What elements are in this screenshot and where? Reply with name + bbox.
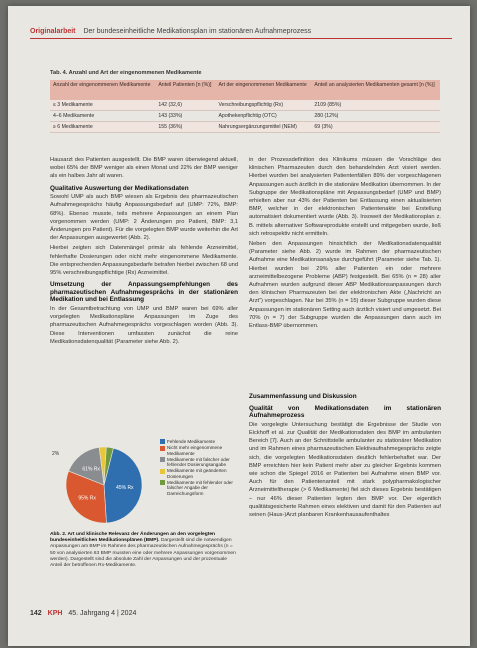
table-cell: 4–6 Medikamente bbox=[50, 111, 155, 122]
legend-swatch bbox=[160, 457, 165, 462]
article-topic: Der bundeseinheitliche Medikationsplan im stationären Aufnahmeprozess bbox=[83, 28, 312, 35]
slice-label: 95% Rx bbox=[78, 495, 96, 502]
paragraph: Neben den Anpassungen hinsichtlich der Medikationsdatenqualität (Parameter siehe Abb. 2) wurde im Rahmen der pharmazeutischen Aufnahme eine Medikationsanalyse durchgeführt (Parameter siehe Tab. 1). Hierbei wurden bei 29% aller Patienten ein oder mehrere arzneimittelbezogene Probleme (ABP) festgestellt. Bei 65% (n = 28) aller Aufnahmen wurden aufgrund dieser ABP Medikationsanpassungen durch den klinischen Pharmazeuten bei der elektronischen Akte („Nachricht an Arzt“) vorgeschlagen. Nur bei 35% (n = 15) dieser Subgruppe wurden diese Anpassungen im stationären Setting auch ärztlich visiert und umgesetzt. Bei 70% (n = 7) der Subgruppe wurden die Anpassungen dann auch im Entlass-BMP übernommen. bbox=[249, 241, 441, 330]
page-number: 142 bbox=[30, 610, 42, 617]
table-cell: 280 (12%) bbox=[311, 111, 440, 122]
table-row bbox=[50, 100, 440, 111]
legend-item bbox=[160, 480, 240, 496]
legend-label: Medikamente mit falscher oder fehlender Dosierungsangabe bbox=[167, 456, 230, 468]
legend-item bbox=[160, 457, 240, 468]
legend-label: Medikamente mit geänderten Dosierungen bbox=[167, 468, 227, 479]
paragraph: Hausarzt des Patienten ausgestellt. Die BMP waren überwiegend aktuell, wobei 65% der BMP weniger als einen Monat und 22% der BMP weniger als ein halbes Jahr alt waren. bbox=[50, 157, 238, 180]
table-cell: Nahrungsergänzungsmittel (NEM) bbox=[215, 122, 311, 133]
section-heading: Zusammenfassung und Diskussion bbox=[249, 393, 357, 400]
table-cell: ≥ 6 Medikamente bbox=[50, 122, 155, 133]
figure-caption-title: Abb. 2. Art und klinische Relevanz der Änderungen an den vorgelegten bundeseinheitlichen Medikationsplänen (BMP). bbox=[50, 532, 216, 544]
table-cell: Apothekenpflichtig (OTC) bbox=[215, 111, 311, 122]
pie-chart bbox=[50, 439, 158, 529]
journal-volume: 45. Jahrgang 4 | 2024 bbox=[68, 610, 137, 617]
table-header-cell: Art der eingenommenen Medikamente bbox=[215, 80, 311, 100]
legend-label: Medikamente mit fehlender oder falscher Angabe der Darreichungsform bbox=[167, 480, 233, 496]
table-cell: ≤ 3 Medikamente bbox=[50, 100, 155, 111]
table-header-cell: Anteil Patienten [n (%)] bbox=[155, 80, 215, 100]
table-cell: 2109 (85%) bbox=[311, 100, 440, 111]
slice-label: 61% Rx bbox=[82, 466, 100, 473]
legend-item bbox=[160, 468, 240, 479]
table-row bbox=[50, 111, 440, 122]
slice-label: 45% Rx bbox=[116, 484, 134, 491]
table-caption: Tab. 4. Anzahl und Art der eingenommenen Medikamente bbox=[50, 70, 202, 76]
medication-table bbox=[50, 80, 440, 133]
legend-swatch bbox=[160, 480, 165, 485]
legend-swatch bbox=[160, 439, 165, 444]
left-column bbox=[50, 156, 238, 348]
small-slice-label: 2% bbox=[52, 451, 60, 457]
paragraph: Die vorgelegte Untersuchung bestätigt die Ergebnisse der Studie von Eickhoff et al. zur Qualität der Medikationsdaten des BMP im ambulanten Bereich [7]. Auch an der Schnittstelle ambulanter zu stationärer Medikation und im Rahmen eines pharmazeutischen Elektivaufnahmegesprächs zeigte sich, die vorgelegten Medikationsdaten deutlich fehlerbehaftet war. Der BMP erreichten hier kein Patient mehr aber zu gleicher Ergebnis kommen wie schon die Spiegel 2016 er Patienten bei Aufnahme einen BMP vor. Auch für den Patientenanteil mit stark polypharmakologischer Arzneimitteltherapie (> 6 Medikamente) fiel sich dieses Ergebnis bestätigen – nur 46% dieser Patienten legten den BMP vor. Der eigentlich qualitätsgesicherte Rahmen eines elektiven und damit für den Patienten auf seinen (Haus-)Arzt planbaren Krankenhausaufenthaltes bbox=[249, 421, 441, 519]
table-header-cell: Anzahl der eingenommenen Medikamente bbox=[50, 80, 155, 100]
table-header-row bbox=[50, 80, 440, 100]
table-cell: 143 (33%) bbox=[155, 111, 215, 122]
section-heading: Umsetzung der Anpassungsempfehlungen des pharmazeutischen Aufnahmegesprächs in der stationären Medikation und bei Entlassung bbox=[50, 281, 238, 304]
table-header-cell: Anteil an analysierten Medikamenten gesamt [n (%)] bbox=[311, 80, 440, 100]
section-heading: Qualitative Auswertung der Medikationsdaten bbox=[50, 184, 189, 192]
table-cell: 142 (32,6) bbox=[155, 100, 215, 111]
page-footer bbox=[30, 610, 136, 617]
paragraph: Hierbei zeigten sich Datenmängel primär als fehlende Arzneimittel, fehlerhafte Dosierungen oder nicht mehr eingenommene Medikamente. Die entsprechenden Anpassungsbedarfe betrafen hierbei zwischen 68 und 95% verschreibungspflichtige (Rx) Arzneimittel. bbox=[50, 245, 238, 277]
journal-name: KPH bbox=[47, 610, 63, 617]
pie-chart-figure bbox=[50, 439, 240, 529]
subsection-heading: Qualität von Medikationsdaten im stationären Aufnahmeprozess bbox=[249, 404, 441, 420]
paragraph: Sowohl UMP als auch BMP wiesen als Ergebnis des pharmazeutischen Aufnahmegesprächs häufig Anpassungsbedarf auf (UMP: 72%, BMP: 68%). Ebenso musste, teils mehrere Anpassungen an einem Plan vorgenommen werden (UMP: 2 Änderungen pro Patient, BMP: 3,1 Änderungen pro Patient). Für die vorgelegten BMP wurde weiterhin die Art der Anpassungen ausgewertet (Abb. 2). bbox=[50, 194, 238, 242]
paragraph: in der Prozessdefinition des Klinikums müssen die Vorschläge des klinischen Pharmazeuten durch den behandelnden Arzt visiert werden. Hierbei wurden bei analysierten Patientenfällen 89% der vorgeschlagenen Anpassungen auch ärztlich in die stationäre Medikation übernommen. In der Subgruppe der Medikationspläne mit Anpassungsbedarf (UMP und BMP) erhielten aber nur 43% der Patienten bei Entlassung einen aktualisierten BMP, welcher in der elektronischen Patientenakte bei Erstellung automatisiert dokumentiert wurde (Abb. 3). Insoweit der Medikationsplan z. B. mittels alternativer Softwareprodukte erstellt und mitgegeben wurde, ließ sich retrospektiv nicht ermitteln. bbox=[249, 157, 441, 237]
right-column bbox=[249, 156, 441, 332]
legend-label: Fehlende Medikamente bbox=[167, 439, 216, 444]
section-label: Originalarbeit bbox=[30, 28, 76, 35]
figure-caption-text: Dargestellt sind die notwendigen Anpassungen am BMP im Rahmen des pharmazeutischen Aufnahmegesprächs (n = 50 von analysierten 63 BMP mussten eine oder mehrere Anpassungen vorgenommen werden). Dargestellt sind die absolute Zahl der Anpassungen und der prozentuale Anteil der betroffenen Rx-Medikamente. bbox=[50, 538, 236, 569]
chart-legend bbox=[160, 439, 240, 497]
page-header bbox=[30, 28, 452, 39]
legend-item bbox=[160, 445, 240, 456]
legend-swatch bbox=[160, 446, 165, 451]
legend-item bbox=[160, 439, 240, 444]
legend-swatch bbox=[160, 469, 165, 474]
legend-label: Nicht mehr eingenommene Medikamente bbox=[167, 445, 223, 456]
table-cell: Verschreibungspflichtig (Rx) bbox=[215, 100, 311, 111]
figure-caption bbox=[50, 532, 238, 569]
table-cell: 69 (3%) bbox=[311, 122, 440, 133]
table-cell: 155 (36%) bbox=[155, 122, 215, 133]
table-row bbox=[50, 122, 440, 133]
paragraph: In der Gesamtbetrachtung von UMP und BMP waren bei 69% aller vorgelegten Medikationspläne Anpassungen im Zuge des pharmazeutischen Aufnahmegesprächs vorgeschlagen worden (Abb. 3). Diese Interventionen umfassten zunächst die reine Medikationsdatenqualität (Parameter siehe Abb. 2). bbox=[50, 306, 238, 345]
right-column-lower bbox=[249, 389, 441, 521]
document-page bbox=[8, 6, 470, 646]
